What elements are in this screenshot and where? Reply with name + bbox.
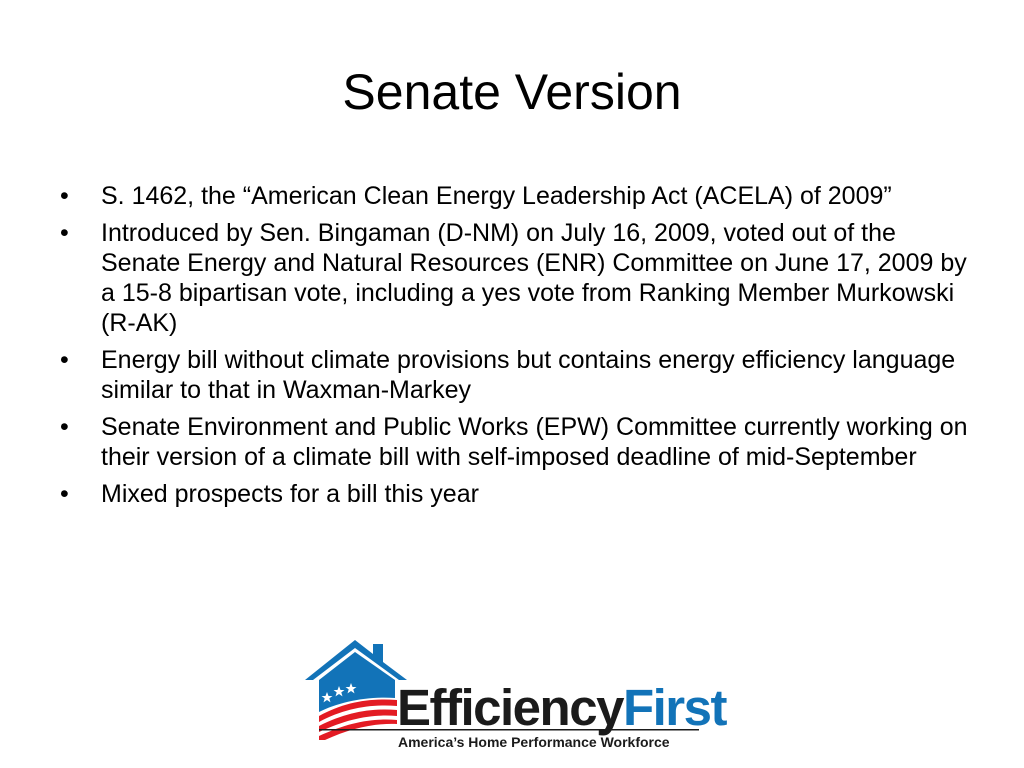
bullet-item xyxy=(60,412,975,472)
bullet-text: Mixed prospects for a bill this year xyxy=(101,480,479,508)
bullet-dot: • xyxy=(60,182,69,210)
efficiency-first-logo xyxy=(305,636,726,756)
bullet-list xyxy=(60,181,975,516)
bullet-dot: • xyxy=(60,346,69,374)
bullet-text: Introduced by Sen. Bingaman (D-NM) on July 16, 2009, voted out of the Senate Energy and Natural Resources (ENR) Committee on June 17, 2009 by a 15-8 bipartisan vote, including a yes vote from Ranking Member Murkowski (R-AK) xyxy=(101,219,967,337)
bullet-item xyxy=(60,181,975,211)
logo-word-first: First xyxy=(622,679,726,736)
logo-tagline: America’s Home Performance Workforce xyxy=(398,734,670,750)
bullet-dot: • xyxy=(60,219,69,247)
logo-word-efficiency: Efficiency xyxy=(397,679,623,736)
logo-wordmark xyxy=(397,680,726,736)
bullet-text: S. 1462, the “American Clean Energy Leadership Act (ACELA) of 2009” xyxy=(101,182,892,210)
bullet-dot: • xyxy=(60,480,69,508)
bullet-dot: • xyxy=(60,413,69,441)
bullet-item xyxy=(60,218,975,338)
slide-title: Senate Version xyxy=(342,64,682,120)
bullet-item xyxy=(60,345,975,405)
bullet-item xyxy=(60,479,975,509)
bullet-text: Senate Environment and Public Works (EPW) Committee currently working on their version of a climate bill with self-imposed deadline of mid-September xyxy=(101,413,968,471)
bullet-text: Energy bill without climate provisions but contains energy efficiency language similar to that in Waxman-Markey xyxy=(101,346,956,404)
